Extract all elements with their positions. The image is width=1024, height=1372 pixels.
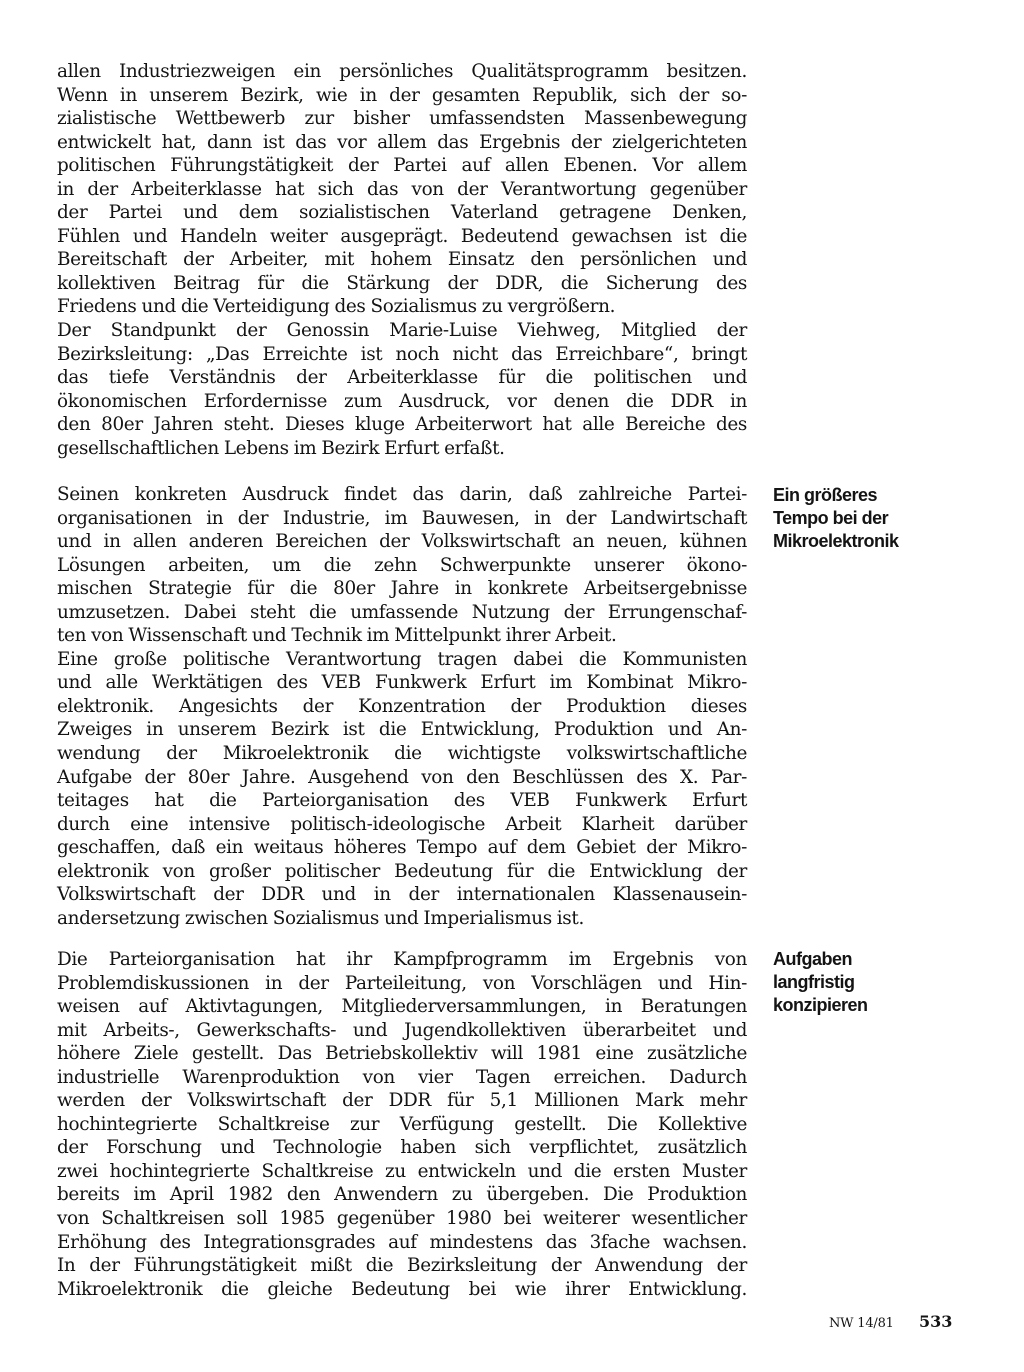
text-line: Die Parteiorganisation hat ihr Kampfprogramm im Ergebnis von — [57, 949, 747, 970]
text-line: elektronik von großer politischer Bedeutung für die Entwicklung der — [57, 860, 747, 882]
text-line: Problemdiskussionen in der Parteileitung, von Vorschlägen und Hin- — [57, 972, 747, 994]
paragraph-3 — [57, 948, 747, 1301]
text-line: umzusetzen. Dabei steht die umfassende Nutzung der Errungenschaf- — [57, 601, 747, 623]
text-line: weisen auf Aktivtagungen, Mitgliederversammlungen, in Beratungen — [57, 996, 747, 1018]
issue-label: NW 14/81 — [829, 1316, 894, 1331]
text-line: von Schaltkreisen soll 1985 gegenüber 1980 bei weiterer wesentlicher — [57, 1208, 747, 1230]
text-line: entwickelt hat, dann ist das vor allem das Ergebnis der zielgerichteten — [57, 131, 747, 153]
text-line: In der Führungstätigkeit mißt die Bezirksleitung der Anwendung der — [57, 1255, 747, 1277]
text-line: in der Arbeiterklasse hat sich das von der Verantwortung gegenüber — [57, 178, 747, 200]
text-line: Aufgabe der 80er Jahre. Ausgehend von den Beschlüssen des X. Par- — [57, 766, 747, 788]
text-line: Friedens und die Verteidigung des Sozialismus zu vergrößern. — [57, 296, 616, 318]
text-line: und alle Werktätigen des VEB Funkwerk Erfurt im Kombinat Mikro- — [57, 672, 747, 694]
text-line: wendung der Mikroelektronik die wichtigste volkswirtschaftliche — [57, 743, 747, 765]
text-line: teitages hat die Parteiorganisation des VEB Funkwerk Erfurt — [57, 790, 747, 812]
text-line: Volkswirtschaft der DDR und in der internationalen Klassenausein- — [57, 884, 747, 906]
text-line: das tiefe Verständnis der Arbeiterklasse für die politischen und — [57, 367, 747, 389]
text-line: politischen Führungstätigkeit der Partei auf allen Ebenen. Vor allem — [57, 155, 747, 177]
text-line: und in allen anderen Bereichen der Volkswirtschaft an neuen, kühnen — [57, 531, 747, 553]
text-line: zialistische Wettbewerb zur bisher umfassendsten Massenbewegung — [57, 108, 747, 130]
text-line: den 80er Jahren steht. Dieses kluge Arbeiterwort hat alle Bereiche des — [57, 414, 747, 436]
text-line: Fühlen und Handeln weiter ausgeprägt. Bedeutend gewachsen ist die — [57, 225, 747, 247]
text-line: gesellschaftlichen Lebens im Bezirk Erfurt erfaßt. — [57, 437, 505, 459]
paragraph-1 — [57, 60, 747, 460]
text-line: ten von Wissenschaft und Technik im Mittelpunkt ihrer Arbeit. — [57, 625, 617, 647]
text-line: Wenn in unserem Bezirk, wie in der gesamten Republik, sich der so- — [57, 84, 747, 106]
text-line: bereits im April 1982 den Anwendern zu übergeben. Die Produktion — [57, 1184, 747, 1206]
text-line: ökonomischen Erfordernisse zum Ausdruck, vor denen die DDR in — [57, 390, 747, 412]
paragraph-2 — [57, 483, 747, 930]
text-line: Eine große politische Verantwortung tragen dabei die Kommunisten — [57, 648, 747, 670]
text-line: Bezirksleitung: „Das Erreichte ist noch nicht das Erreichbare“, bringt — [57, 343, 747, 365]
margin-heading-line: Mikroelektronik — [773, 531, 899, 551]
text-line: andersetzung zwischen Sozialismus und Imperialismus ist. — [57, 907, 584, 929]
text-line: mit Arbeits-, Gewerkschafts- und Jugendkollektiven überarbeitet und — [57, 1019, 747, 1041]
margin-heading-line: Ein größeres — [773, 485, 878, 505]
text-line: mischen Strategie für die 80er Jahre in konkrete Arbeitsergebnisse — [57, 578, 747, 600]
margin-heading-line: Tempo bei der — [773, 508, 889, 528]
text-line: zwei hochintegrierte Schaltkreise zu entwickeln und die ersten Muster — [57, 1160, 747, 1182]
text-line: höhere Ziele gestellt. Das Betriebskollektiv will 1981 eine zusätzliche — [57, 1043, 747, 1065]
text-line: der Partei und dem sozialistischen Vaterland getragene Denken, — [57, 202, 747, 224]
margin-heading-line: konzipieren — [773, 995, 868, 1015]
margin-heading-line: langfristig — [773, 972, 855, 992]
text-line: organisationen in der Industrie, im Bauwesen, in der Landwirtschaft — [57, 507, 747, 529]
text-line: Lösungen arbeiten, um die zehn Schwerpunkte unserer ökono- — [57, 554, 747, 576]
text-line: kollektiven Beitrag für die Stärkung der DDR, die Sicherung des — [57, 272, 747, 294]
text-line: elektronik. Angesichts der Konzentration der Produktion dieses — [57, 695, 747, 717]
text-line: allen Industriezweigen ein persönliches Qualitätsprogramm besitzen. — [57, 61, 747, 82]
text-line: industrielle Warenproduktion von vier Tagen erreichen. Dadurch — [57, 1066, 747, 1088]
text-line: werden der Volkswirtschaft der DDR für 5,1 Millionen Mark mehr — [57, 1090, 747, 1112]
text-line: hochintegrierte Schaltkreise zur Verfügung gestellt. Die Kollektive — [57, 1113, 747, 1135]
text-line: Erhöhung des Integrationsgrades auf mindestens das 3fache wachsen. — [57, 1231, 747, 1253]
text-line: durch eine intensive politisch-ideologische Arbeit Klarheit darüber — [57, 813, 747, 835]
text-line: Zweiges in unserem Bezirk ist die Entwicklung, Produktion und An- — [57, 719, 747, 741]
text-line: der Forschung und Technologie haben sich verpflichtet, zusätzlich — [57, 1137, 747, 1159]
margin-heading-line: Aufgaben — [773, 949, 852, 969]
margin-heading-mikroelektronik — [773, 484, 973, 553]
margin-heading-aufgaben — [773, 948, 973, 1017]
text-line: Mikroelektronik die gleiche Bedeutung bei wie ihrer Entwicklung. — [57, 1278, 747, 1300]
text-line: Seinen konkreten Ausdruck findet das darin, daß zahlreiche Partei- — [57, 484, 747, 505]
text-line: geschaffen, daß ein weitaus höheres Tempo auf dem Gebiet der Mikro- — [57, 837, 747, 859]
page-number: 533 — [919, 1312, 953, 1331]
text-line: Der Standpunkt der Genossin Marie-Luise Viehweg, Mitglied der — [57, 320, 747, 342]
text-line: Bereitschaft der Arbeiter, mit hohem Einsatz den persönlichen und — [57, 249, 747, 271]
